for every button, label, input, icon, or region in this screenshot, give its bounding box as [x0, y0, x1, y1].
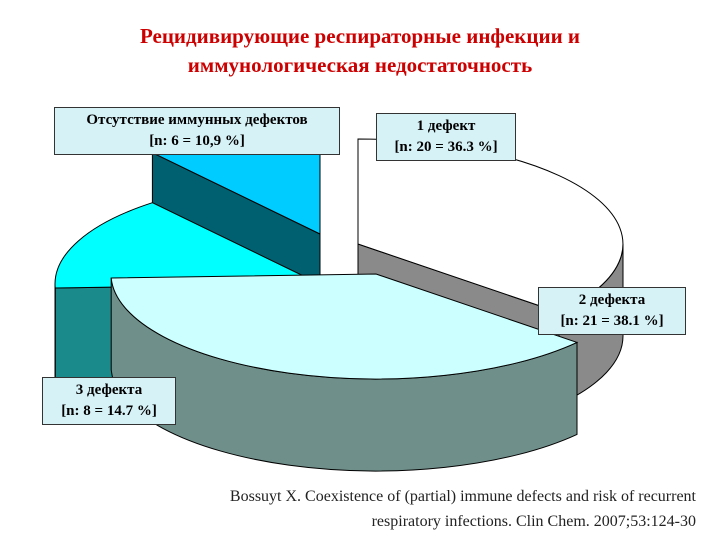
citation-line-1: Bossuyt X. Coexistence of (partial) immune defects and risk of recurrent	[229, 488, 696, 505]
citation-line-2: respiratory infections. Clin Chem. 2007;53:124-30	[371, 513, 696, 530]
label-no-defects-title: Отсутствие иммунных дефектов	[86, 112, 308, 128]
citation	[136, 484, 696, 534]
label-1-defect	[376, 113, 516, 161]
label-2-defects-title: 2 дефекта	[578, 292, 646, 308]
label-2-defects	[538, 287, 686, 335]
label-3-defects	[42, 377, 176, 425]
chart-title-line-2: иммунологическая недостаточность	[187, 53, 533, 77]
label-no-defects-value: [n: 6 = 10,9 %]	[149, 133, 245, 149]
label-2-defects-value: [n: 21 = 38.1 %]	[560, 313, 664, 329]
label-3-defects-title: 3 дефекта	[75, 382, 143, 398]
label-1-defect-value: [n: 20 = 36.3 %]	[394, 139, 498, 155]
label-no-defects	[54, 107, 340, 155]
label-3-defects-value: [n: 8 = 14.7 %]	[61, 403, 157, 419]
chart-title-line-1: Рецидивирующие респираторные инфекции и	[139, 24, 581, 48]
label-1-defect-title: 1 дефект	[416, 118, 476, 134]
